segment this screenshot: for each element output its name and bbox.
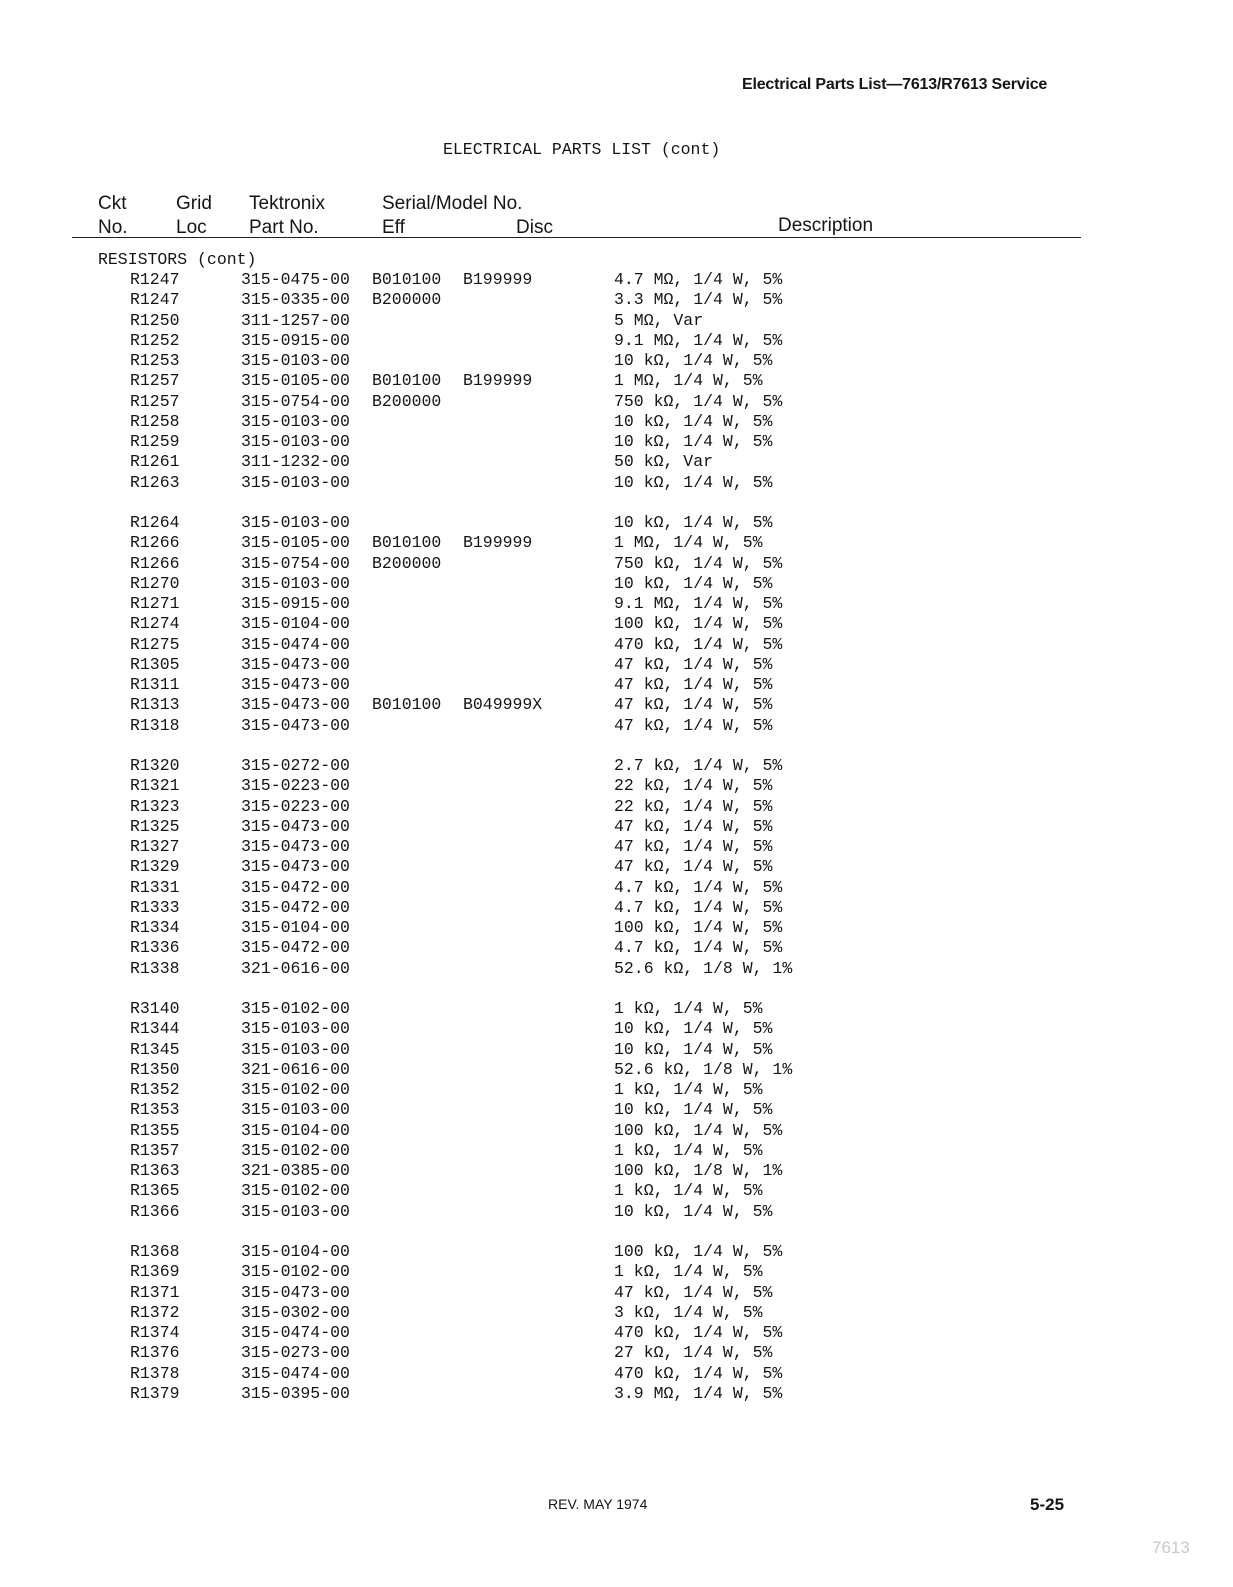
description-cell: 5 MΩ, Var [614,310,704,330]
part-no-cell: 315-0103-00 [241,1100,350,1120]
ckt-no-cell: R1357 [130,1140,180,1160]
part-no-cell: 321-0385-00 [241,1161,350,1180]
table-row [0,412,1233,432]
part-no-cell: 315-0105-00 [241,533,350,553]
description-cell: 470 kΩ, 1/4 W, 5% [614,634,783,654]
list-title: ELECTRICAL PARTS LIST (cont) [443,140,721,159]
ckt-no-cell: R1365 [130,1181,180,1201]
table-row [0,331,1233,351]
part-no-cell: 321-0616-00 [241,958,350,978]
table-row [0,1384,1233,1404]
description-cell: 4.7 kΩ, 1/4 W, 5% [614,877,783,897]
serial-eff-cell: B010100 [372,695,442,715]
part-no-cell: 315-0475-00 [241,270,350,289]
table-row [0,574,1233,594]
ckt-no-cell: R1363 [130,1161,180,1180]
table-row [0,817,1233,837]
ckt-no-cell: R1266 [130,533,180,553]
description-cell: 10 kΩ, 1/4 W, 5% [614,411,773,431]
part-no-cell: 311-1257-00 [241,310,350,330]
table-row [0,533,1233,553]
table-row [0,392,1233,412]
description-cell: 10 kΩ, 1/4 W, 5% [614,1019,773,1039]
description-cell: 100 kΩ, 1/4 W, 5% [614,918,783,937]
description-cell: 100 kΩ, 1/4 W, 5% [614,1120,783,1140]
table-row [0,695,1233,715]
ckt-no-cell: R1318 [130,715,180,735]
part-no-cell: 315-0102-00 [241,1181,350,1201]
section-label: RESISTORS (cont) [98,250,257,269]
serial-eff-cell: B200000 [372,391,442,411]
part-no-cell: 315-0473-00 [241,1282,350,1302]
ckt-no-cell: R1320 [130,756,180,775]
ckt-no-cell: R1270 [130,573,180,593]
description-cell: 1 kΩ, 1/4 W, 5% [614,1140,763,1160]
table-row [0,716,1233,736]
ckt-no-cell: R1368 [130,1242,180,1261]
part-no-cell: 315-0473-00 [241,816,350,836]
part-no-cell: 315-0473-00 [241,857,350,877]
ckt-no-cell: R1333 [130,897,180,917]
table-row [0,675,1233,695]
part-no-cell: 315-0103-00 [241,513,350,532]
ckt-no-cell: R1247 [130,290,180,310]
part-no-cell: 315-0223-00 [241,776,350,796]
table-row [0,797,1233,817]
table-row [0,473,1233,493]
description-cell: 52.6 kΩ, 1/8 W, 1% [614,958,793,978]
description-cell: 50 kΩ, Var [614,452,714,472]
part-no-cell: 315-0754-00 [241,391,350,411]
table-row [0,1161,1233,1181]
table-row [0,432,1233,452]
description-cell: 470 kΩ, 1/4 W, 5% [614,1363,783,1383]
ckt-no-cell: R1275 [130,634,180,654]
part-no-cell: 315-0103-00 [241,351,350,370]
ckt-no-cell: R1353 [130,1100,180,1120]
description-cell: 47 kΩ, 1/4 W, 5% [614,837,773,856]
ckt-no-cell: R1274 [130,614,180,634]
part-no-cell: 315-0272-00 [241,756,350,775]
part-no-cell: 315-0474-00 [241,1363,350,1383]
ckt-no-cell: R1372 [130,1302,180,1322]
table-row [0,351,1233,371]
ckt-no-cell: R1263 [130,472,180,492]
description-cell: 47 kΩ, 1/4 W, 5% [614,654,773,674]
ckt-no-cell: R1350 [130,1059,180,1079]
part-no-cell: 315-0104-00 [241,918,350,937]
table-row [0,878,1233,898]
ckt-no-cell: R1374 [130,1323,180,1342]
serial-eff-cell: B010100 [372,371,442,391]
ckt-no-cell: R1329 [130,857,180,877]
table-row [0,1080,1233,1100]
description-cell: 47 kΩ, 1/4 W, 5% [614,675,773,694]
description-cell: 10 kΩ, 1/4 W, 5% [614,432,773,451]
description-cell: 100 kΩ, 1/4 W, 5% [614,614,783,634]
part-no-cell: 315-0474-00 [241,634,350,654]
part-no-cell: 315-0102-00 [241,1140,350,1160]
ckt-no-cell: R1379 [130,1383,180,1403]
serial-eff-cell: B010100 [372,533,442,553]
description-cell: 4.7 kΩ, 1/4 W, 5% [614,938,783,958]
ckt-no-cell: R1259 [130,432,180,451]
ckt-no-cell: R1266 [130,553,180,573]
ckt-no-cell: R1369 [130,1262,180,1282]
part-no-cell: 315-0474-00 [241,1323,350,1342]
table-row [0,655,1233,675]
table-row [0,1121,1233,1141]
table-row [0,776,1233,796]
column-header-serial-model: Serial/Model No. [382,193,523,214]
table-row [0,270,1233,290]
description-cell: 10 kΩ, 1/4 W, 5% [614,472,773,492]
part-no-cell: 315-0104-00 [241,1120,350,1140]
description-cell: 4.7 kΩ, 1/4 W, 5% [614,897,783,917]
table-row [0,1283,1233,1303]
description-cell: 10 kΩ, 1/4 W, 5% [614,1100,773,1120]
ckt-no-cell: R1250 [130,310,180,330]
ckt-no-cell: R1344 [130,1019,180,1039]
column-header-ckt-line1: Ckt [98,193,127,214]
part-no-cell: 315-0473-00 [241,695,350,715]
description-cell: 1 kΩ, 1/4 W, 5% [614,1181,763,1201]
description-cell: 1 kΩ, 1/4 W, 5% [614,1080,763,1099]
table-row [0,1303,1233,1323]
part-no-cell: 315-0102-00 [241,999,350,1018]
serial-eff-cell: B010100 [372,270,442,289]
part-no-cell: 315-0473-00 [241,675,350,694]
part-no-cell: 315-0473-00 [241,654,350,674]
column-header-part-line2: Part No. [249,217,319,238]
table-row [0,1060,1233,1080]
part-no-cell: 315-0103-00 [241,573,350,593]
part-no-cell: 315-0103-00 [241,472,350,492]
table-row [0,452,1233,472]
part-no-cell: 315-0105-00 [241,371,350,391]
table-row [0,513,1233,533]
ckt-no-cell: R1371 [130,1282,180,1302]
table-row [0,837,1233,857]
ckt-no-cell: R1345 [130,1039,180,1059]
part-no-cell: 315-0103-00 [241,1039,350,1059]
table-row [0,756,1233,776]
part-no-cell: 311-1232-00 [241,452,350,472]
table-row [0,1364,1233,1384]
part-no-cell: 315-0915-00 [241,330,350,350]
description-cell: 22 kΩ, 1/4 W, 5% [614,796,773,816]
table-row [0,554,1233,574]
ckt-no-cell: R1258 [130,411,180,431]
description-cell: 9.1 MΩ, 1/4 W, 5% [614,594,783,613]
ckt-no-cell: R1271 [130,594,180,613]
column-header-ckt-line2: No. [98,217,128,238]
ckt-no-cell: R1321 [130,776,180,796]
description-cell: 100 kΩ, 1/8 W, 1% [614,1161,783,1180]
ckt-no-cell: R1257 [130,371,180,391]
part-no-cell: 315-0472-00 [241,938,350,958]
table-row [0,311,1233,331]
ckt-no-cell: R1264 [130,513,180,532]
ckt-no-cell: R1305 [130,654,180,674]
ckt-no-cell: R1253 [130,351,180,370]
ckt-no-cell: R1378 [130,1363,180,1383]
ckt-no-cell: R1323 [130,796,180,816]
ckt-no-cell: R1311 [130,675,180,694]
table-row [0,999,1233,1019]
description-cell: 47 kΩ, 1/4 W, 5% [614,816,773,836]
description-cell: 3.9 MΩ, 1/4 W, 5% [614,1383,783,1403]
page-number: 5-25 [1030,1495,1065,1514]
table-row [0,1181,1233,1201]
ckt-no-cell: R1252 [130,330,180,350]
table-row [0,938,1233,958]
part-no-cell: 315-0223-00 [241,796,350,816]
part-no-cell: 315-0302-00 [241,1302,350,1322]
part-no-cell: 315-0103-00 [241,432,350,451]
ckt-no-cell: R1355 [130,1120,180,1140]
ckt-no-cell: R1352 [130,1080,180,1099]
description-cell: 47 kΩ, 1/4 W, 5% [614,715,773,735]
description-cell: 47 kΩ, 1/4 W, 5% [614,1282,773,1302]
part-no-cell: 315-0754-00 [241,553,350,573]
part-no-cell: 315-0472-00 [241,897,350,917]
part-no-cell: 315-0102-00 [241,1080,350,1099]
ckt-no-cell: R1313 [130,695,180,715]
ckt-no-cell: R1366 [130,1201,180,1221]
description-cell: 10 kΩ, 1/4 W, 5% [614,1039,773,1059]
part-no-cell: 315-0104-00 [241,1242,350,1261]
description-cell: 47 kΩ, 1/4 W, 5% [614,857,773,877]
page-header-title: Electrical Parts List—7613/R7613 Service [742,76,1048,93]
description-cell: 470 kΩ, 1/4 W, 5% [614,1323,783,1342]
description-cell: 750 kΩ, 1/4 W, 5% [614,553,783,573]
column-header-part-line1: Tektronix [249,193,326,214]
description-cell: 1 kΩ, 1/4 W, 5% [614,1262,763,1282]
table-row [0,1343,1233,1363]
description-cell: 10 kΩ, 1/4 W, 5% [614,573,773,593]
part-no-cell: 315-0473-00 [241,715,350,735]
description-cell: 1 kΩ, 1/4 W, 5% [614,999,763,1018]
table-row [0,1262,1233,1282]
table-row [0,635,1233,655]
table-row [0,594,1233,614]
description-cell: 10 kΩ, 1/4 W, 5% [614,351,773,370]
part-no-cell: 315-0103-00 [241,411,350,431]
description-cell: 2.7 kΩ, 1/4 W, 5% [614,756,783,775]
part-no-cell: 315-0335-00 [241,290,350,310]
description-cell: 52.6 kΩ, 1/8 W, 1% [614,1059,793,1079]
footer-revision: REV. MAY 1974 [548,1496,648,1512]
part-no-cell: 315-0104-00 [241,614,350,634]
column-header-disc: Disc [516,217,553,238]
description-cell: 10 kΩ, 1/4 W, 5% [614,1201,773,1221]
serial-eff-cell: B200000 [372,553,442,573]
table-row [0,290,1233,310]
ckt-no-cell: R1247 [130,270,180,289]
table-row [0,1141,1233,1161]
column-header-description: Description [778,215,874,236]
table-row [0,614,1233,634]
ckt-no-cell: R1327 [130,837,180,856]
column-header-grid-line1: Grid [176,193,212,214]
serial-disc-cell: B199999 [463,371,533,391]
part-no-cell: 315-0102-00 [241,1262,350,1282]
table-row [0,1019,1233,1039]
description-cell: 47 kΩ, 1/4 W, 5% [614,695,773,715]
description-cell: 1 MΩ, 1/4 W, 5% [614,371,763,391]
description-cell: 1 MΩ, 1/4 W, 5% [614,533,763,553]
serial-eff-cell: B200000 [372,290,442,310]
ckt-no-cell: R1257 [130,391,180,411]
ckt-no-cell: R1334 [130,918,180,937]
part-no-cell: 315-0103-00 [241,1201,350,1221]
description-cell: 27 kΩ, 1/4 W, 5% [614,1343,773,1363]
description-cell: 4.7 MΩ, 1/4 W, 5% [614,270,783,289]
table-row [0,857,1233,877]
ckt-no-cell: R3140 [130,999,180,1018]
description-cell: 750 kΩ, 1/4 W, 5% [614,391,783,411]
ckt-no-cell: R1331 [130,877,180,897]
serial-disc-cell: B199999 [463,533,533,553]
ckt-no-cell: R1376 [130,1343,180,1363]
ckt-no-cell: R1325 [130,816,180,836]
serial-disc-cell: B049999X [463,695,543,715]
ckt-no-cell: R1336 [130,938,180,958]
table-row [0,1202,1233,1222]
description-cell: 10 kΩ, 1/4 W, 5% [614,513,773,532]
part-no-cell: 315-0473-00 [241,837,350,856]
table-row [0,918,1233,938]
part-no-cell: 315-0472-00 [241,877,350,897]
part-no-cell: 321-0616-00 [241,1059,350,1079]
part-no-cell: 315-0273-00 [241,1343,350,1363]
table-row [0,1323,1233,1343]
column-header-grid-line2: Loc [176,217,207,238]
description-cell: 3.3 MΩ, 1/4 W, 5% [614,290,783,310]
table-row [0,1242,1233,1262]
table-row [0,371,1233,391]
table-row [0,959,1233,979]
part-no-cell: 315-0395-00 [241,1383,350,1403]
watermark: 7613 [1152,1538,1190,1557]
part-no-cell: 315-0915-00 [241,594,350,613]
serial-disc-cell: B199999 [463,270,533,289]
table-row [0,1040,1233,1060]
ckt-no-cell: R1338 [130,958,180,978]
column-header-eff: Eff [382,217,405,238]
table-row [0,1100,1233,1120]
description-cell: 100 kΩ, 1/4 W, 5% [614,1242,783,1261]
part-no-cell: 315-0103-00 [241,1019,350,1039]
description-cell: 22 kΩ, 1/4 W, 5% [614,776,773,796]
table-row [0,898,1233,918]
description-cell: 3 kΩ, 1/4 W, 5% [614,1302,763,1322]
ckt-no-cell: R1261 [130,452,180,472]
description-cell: 9.1 MΩ, 1/4 W, 5% [614,330,783,350]
